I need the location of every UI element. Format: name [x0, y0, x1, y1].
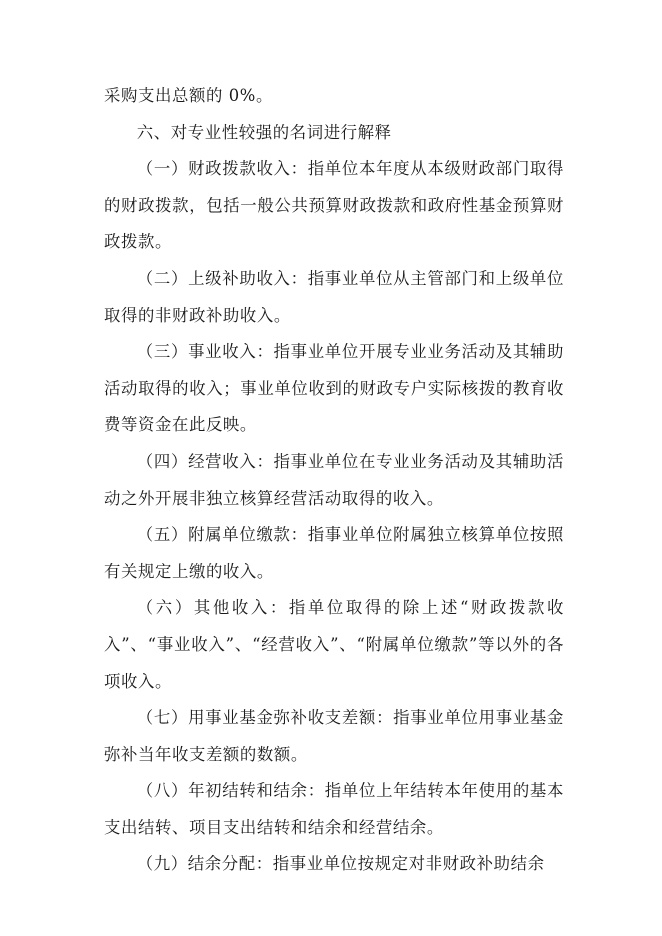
document-body [104, 78, 564, 883]
paragraph-item-4: （四）经营收入：指事业单位在专业业务活动及其辅助活动之外开展非独立核算经营活动取得的收入。 [104, 451, 564, 508]
paragraph-item-5: （五）附属单位缴款：指事业单位附属独立核算单位按照有关规定上缴的收入。 [104, 525, 564, 581]
paragraph-item-8: （八）年初结转和结余：指单位上年结转本年使用的基本支出结转、项目支出结转和结余和经营结余。 [104, 781, 564, 837]
paragraph-item-7: （七）用事业基金弥补收支差额：指事业单位用事业基金弥补当年收支差额的数额。 [104, 708, 564, 764]
paragraph-item-3: （三）事业收入：指事业单位开展专业业务活动及其辅助活动取得的收入；事业单位收到的财政专户实际核拨的教育收费等资金在此反映。 [104, 342, 564, 435]
paragraph-item-9: （九）结余分配：指事业单位按规定对非财政补助结余 [136, 854, 545, 874]
paragraph-continuation: 采购支出总额的 0%。 [104, 86, 273, 105]
paragraph-item-6: （六）其他收入：指单位取得的除上述“财政拨款收入”、“事业收入”、“经营收入”、“附属单位缴款”等以外的各项收入。 [104, 598, 564, 691]
section-heading: 六、对专业性较强的名词进行解释 [136, 122, 392, 142]
paragraph-item-1: （一）财政拨款收入：指单位本年度从本级财政部门取得的财政拨款，包括一般公共预算财政拨款和政府性基金预算财政拨款。 [104, 159, 564, 252]
paragraph-item-2: （二）上级补助收入：指事业单位从主管部门和上级单位取得的非财政补助收入。 [104, 268, 564, 325]
